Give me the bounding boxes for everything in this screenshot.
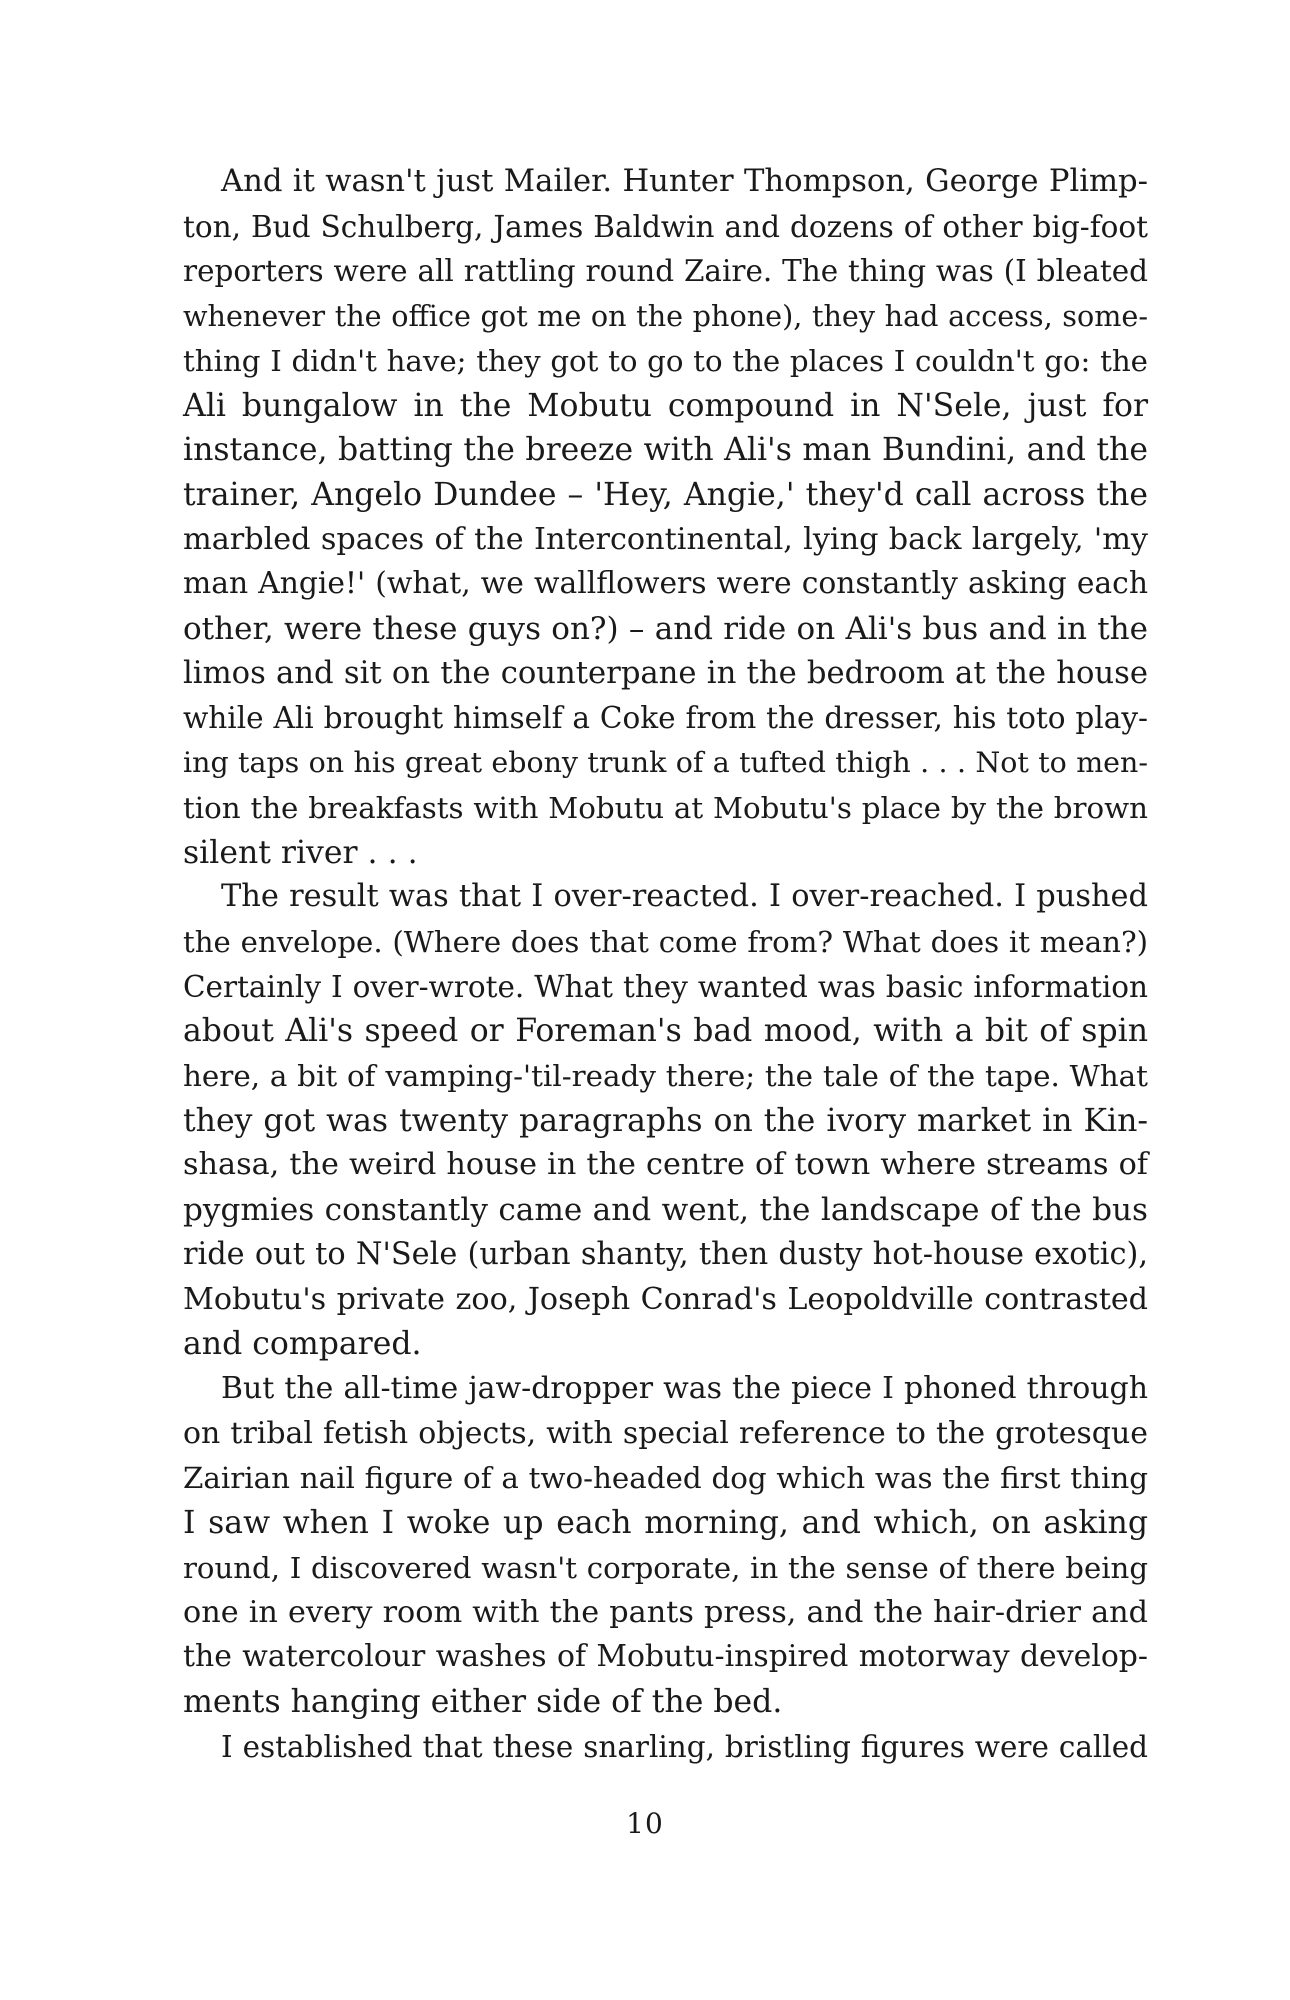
text-line: they got was twenty paragraphs on the ivory market in Kin-: [183, 1102, 1148, 1139]
text-line: Mobutu's private zoo, Joseph Conrad's Leopoldville contrasted: [183, 1281, 1148, 1317]
text-line: thing I didn't have; they got to go to the places I couldn't go: the: [183, 343, 1148, 378]
text-line: the envelope. (Where does that come from? What does it mean?): [183, 924, 1148, 959]
text-line: And it wasn't just Mailer. Hunter Thompson, George Plimp-: [221, 164, 1148, 199]
text-line: ride out to N'Sele (urban shanty, then dusty hot-house exotic),: [183, 1236, 1148, 1272]
text-line: other, were these guys on?) – and ride on Ali's bus and in the: [183, 611, 1148, 648]
text-line: shasa, the weird house in the centre of town where streams of: [183, 1147, 1148, 1183]
text-line: I established that these snarling, bristling figures were called: [221, 1729, 1148, 1764]
text-line: ing taps on his great ebony trunk of a tufted thigh . . . Not to men-: [183, 746, 1148, 780]
text-line: But the all-time jaw-dropper was the piece I phoned through: [221, 1370, 1148, 1406]
text-line: instance, batting the breeze with Ali's man Bundini, and the: [183, 432, 1148, 469]
text-line: ton, Bud Schulberg, James Baldwin and dozens of other big-foot: [183, 209, 1148, 244]
text-line: round, I discovered wasn't corporate, in the sense of there being: [183, 1550, 1148, 1585]
text-line: Certainly I over-wrote. What they wanted was basic information: [183, 969, 1148, 1004]
text-line: about Ali's speed or Foreman's bad mood, with a bit of spin: [183, 1013, 1148, 1050]
text-line: the watercolour washes of Mobutu-inspired motorway develop-: [183, 1639, 1148, 1675]
page-text: [183, 160, 1148, 1769]
paragraph-2: [183, 875, 1148, 1367]
text-line: Ali bungalow in the Mobutu compound in N'Sele, just for: [183, 387, 1148, 424]
text-line: I saw when I woke up each morning, and which, on asking: [183, 1505, 1148, 1542]
text-line: pygmies constantly came and went, the landscape of the bus: [183, 1192, 1148, 1229]
text-line: tion the breakfasts with Mobutu at Mobutu's place by the brown: [183, 790, 1148, 825]
text-line: while Ali brought himself a Coke from the dresser, his toto play-: [183, 701, 1148, 736]
text-line: trainer, Angelo Dundee – 'Hey, Angie,' they'd call across the: [183, 476, 1148, 513]
text-line: limos and sit on the counterpane in the bedroom at the house: [183, 655, 1148, 691]
text-line: silent river . . .: [183, 834, 418, 871]
text-line: man Angie!' (what, we wallflowers were constantly asking each: [183, 566, 1148, 602]
text-line: here, a bit of vamping-'til-ready there; the tale of the tape. What: [183, 1059, 1148, 1094]
text-line: and compared.: [183, 1326, 422, 1363]
text-line: on tribal fetish objects, with special reference to the grotesque: [183, 1415, 1148, 1451]
text-line: The result was that I over-reacted. I over-reached. I pushed: [221, 879, 1148, 915]
text-line: one in every room with the pants press, and the hair-drier and: [183, 1594, 1148, 1630]
page-number: 10: [626, 1807, 664, 1840]
text-line: Zairian nail figure of a two-headed dog which was the first thing: [183, 1461, 1148, 1496]
paragraph-4: [183, 1725, 1148, 1770]
text-line: marbled spaces of the Intercontinental, lying back largely, 'my: [183, 521, 1148, 557]
text-line: reporters were all rattling round Zaire. The thing was (I bleated: [183, 254, 1148, 289]
paragraph-3: [183, 1367, 1148, 1725]
text-line: whenever the office got me on the phone), they had access, some-: [183, 299, 1148, 334]
text-line: ments hanging either side of the bed.: [183, 1683, 783, 1720]
paragraph-1: [183, 160, 1148, 875]
